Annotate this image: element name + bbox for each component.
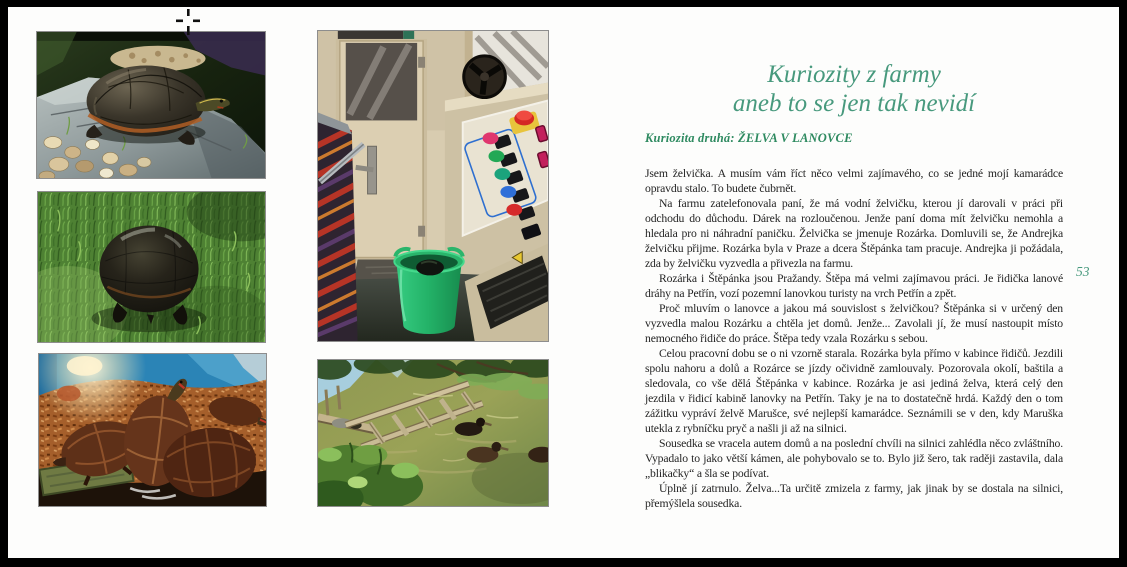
paragraph: Na farmu zatelefonovala paní, že má vodní želvičku, kterou jí darovali v práci při odchodu do důchodu. Dárek na rozloučenou. Jenže paní doma mít želvičku nemohla a hledala pro ni náhradní paničku. Želvička se jmenuje Rozárka. Domluvili se, že Andrejka želvičku přijme. Rozárka byla v Praze a dcera Štěpánka tam pracuje. Andrejka ji požádala, zda by želvičku vyzvedla a přivezla na farmu.	[645, 197, 1063, 270]
turtles-in-terrarium-photo	[38, 353, 267, 507]
paragraph: Úplně jí zatrnulo. Želva...Ta určitě zmizela z farmy, jak jinak by se dostala na silnici, přemýšlela sousedka.	[645, 482, 1063, 510]
funicular-cabin-green-bucket-photo	[317, 30, 549, 342]
paragraph: Jsem želvička. A musím vám říct něco velmi zajímavého, co se jedné mojí kamarádce opravdu stalo. To budete čubrnět.	[645, 167, 1063, 195]
chapter-title-line2: aneb to se jen tak nevidí	[732, 90, 976, 117]
pond-with-ducks-photo	[317, 359, 549, 507]
paragraph: Sousedka se vracela autem domů a na poslední chvíli na silnici zahlédla něco zvláštního. Vypadalo to jako větší kámen, ale pohybovalo se to. Bylo již šero, tak raději zastavila, dala „blikačky“ a šla se podívat.	[645, 437, 1063, 480]
chapter-title-line1: Kuriozity z farmy	[767, 61, 941, 88]
paragraph: Celou pracovní dobu se o ni vzorně starala. Rozárka byla přímo v kabince řidičů. Jezdili spolu nahoru a dolů a Rozárce se jízdy očividně zamlouvaly. Pozorovala okolí, baštila a sledovala, co vše dělá Štěpánka v kabince. Rozárka je asi jediná želva, která celý den jezdila v řidicí kabině lanovky na Petřín. Taky je na to dostatečně hrdá. Každý den o tom zážitku vypráví želvě Marušce, své nejlepší kamarádce. Seznámili se v den, kdy Maruška utekla z rybníčku pryč a našli ji až na silnici.	[645, 347, 1063, 435]
crosshair-cursor-icon	[176, 9, 200, 35]
turtle-on-rock-photo	[36, 31, 266, 179]
paragraph: Rozárka i Štěpánka jsou Pražandy. Štěpa má velmi zajímavou práci. Je řidička lanové dráhy na Petřín, vozí pozemní lanovkou turisty na vrch Petřín a zpět.	[645, 272, 1063, 300]
paragraph: Proč mluvím o lanovce a jakou má souvislost s želvičkou? Štěpánka si v určený den vyzvedla malou Rozárku a chtěla jet domů. Jenže... Zavolali jí, že musí nastoupit místo nemocného řidiče do práce. Štěpa tedy vzala Rozárku s sebou.	[645, 302, 1063, 345]
section-subheading: Kuriozita druhá: ŽELVA V LANOVCE	[645, 131, 853, 145]
chapter-title	[645, 60, 1063, 118]
turtle-in-grass-photo	[37, 191, 266, 343]
page-number: 53	[1076, 264, 1090, 279]
story-body-text	[645, 166, 1063, 511]
